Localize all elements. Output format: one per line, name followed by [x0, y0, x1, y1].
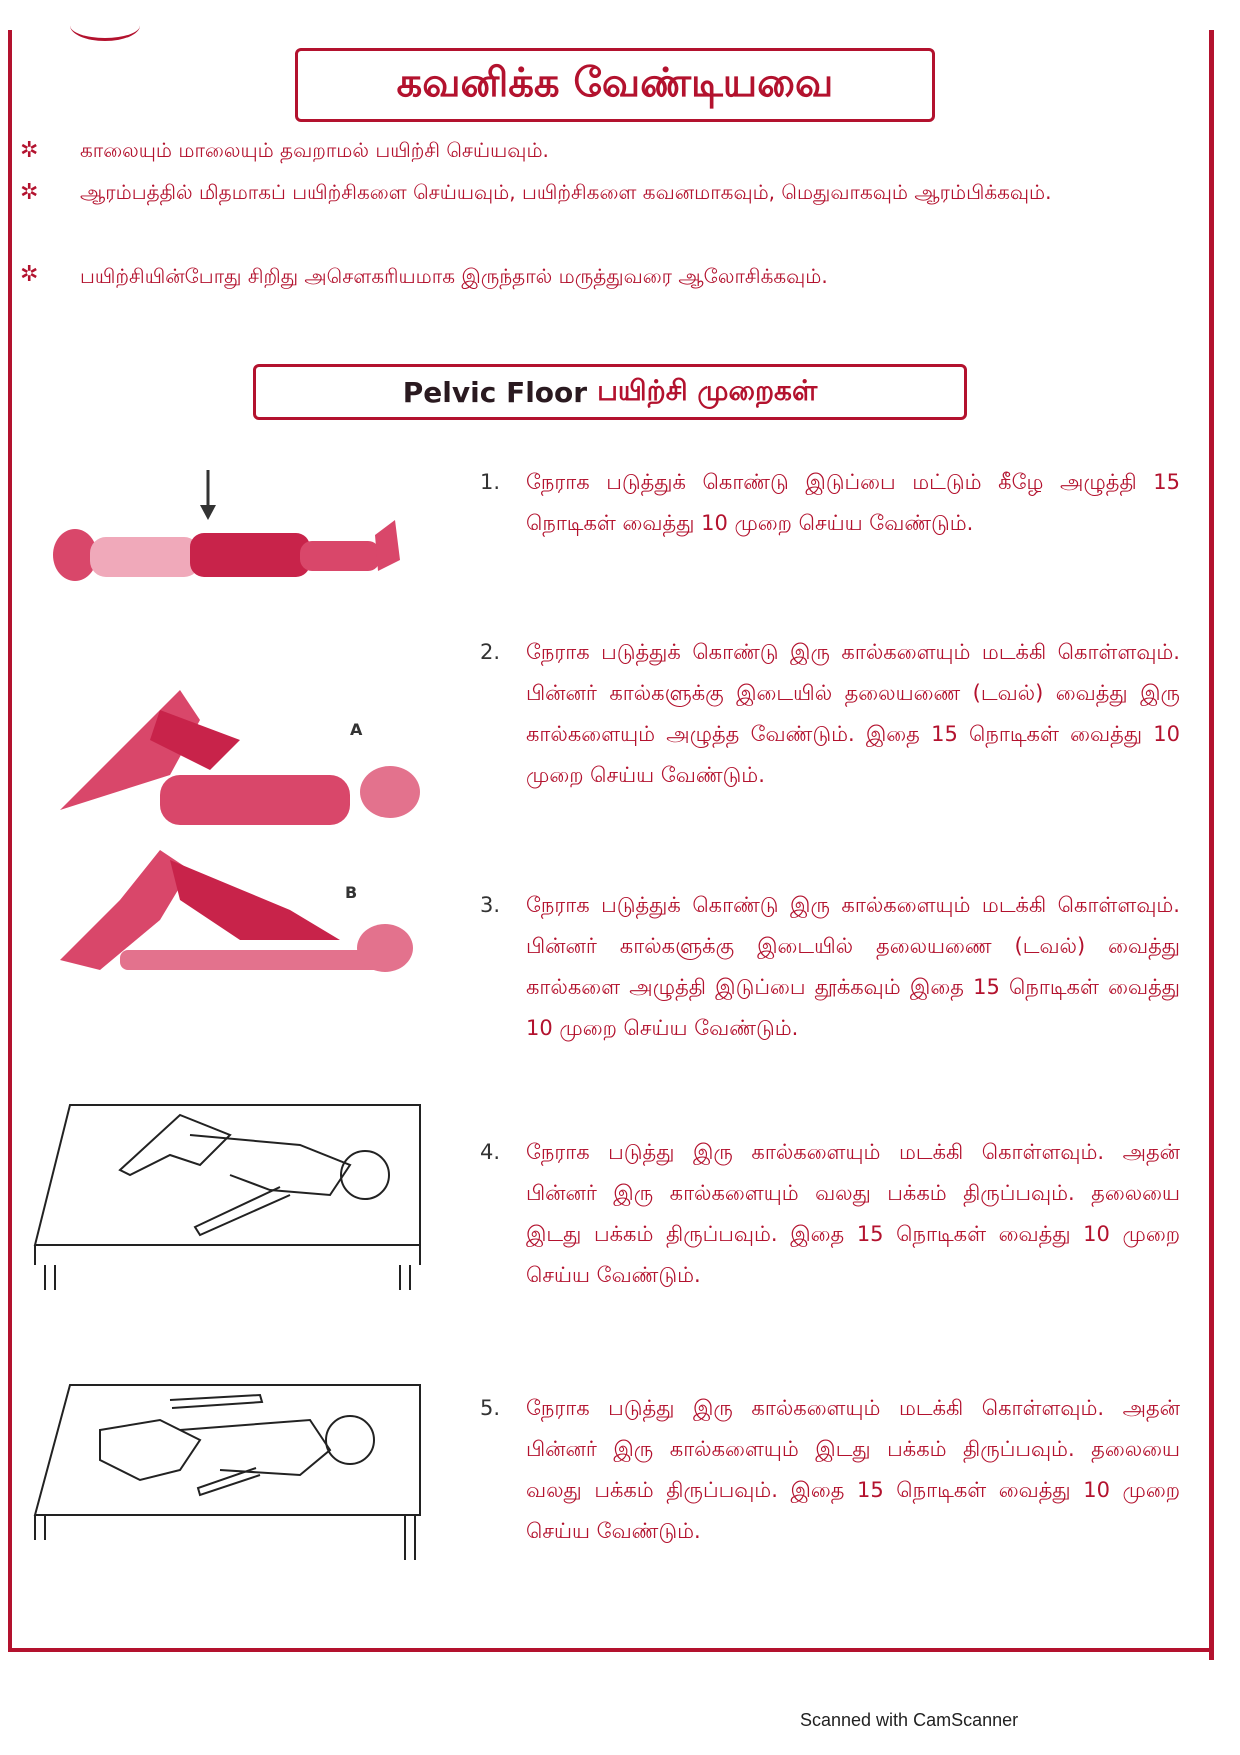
right-border-rule: [1209, 30, 1214, 1660]
scanner-watermark: Scanned with CamScanner: [800, 1710, 1019, 1730]
exercise-step-1: [480, 462, 1180, 544]
exercise-4-figure: [30, 1095, 440, 1295]
bullet-icon: ✲: [20, 262, 39, 287]
notes-title: கவனிக்க வேண்டியவை: [396, 59, 834, 106]
bullet-icon: ✲: [20, 138, 39, 163]
step-text: நேராக படுத்துக் கொண்டு இரு கால்களையும் மடக்கி கொள்ளவும். பின்னர் கால்களுக்கு இடையில் தலையணை (டவல்) வைத்து இரு கால்களையும் அழுத்த வேண்டும். இதை 15 நொடிகள் வைத்து 10 முறை செய்ய வேண்டும்.: [526, 640, 1180, 787]
section-title-en: Pelvic Floor: [402, 375, 588, 409]
bullet-icon: ✲: [20, 180, 39, 205]
note-item: ஆரம்பத்தில் மிதமாகப் பயிற்சிகளை செய்யவும், பயிற்சிகளை கவனமாகவும், மெதுவாகவும் ஆரம்பிக்கவும்.: [80, 180, 1052, 204]
exercise-step-5: [480, 1388, 1180, 1552]
note-item: காலையும் மாலையும் தவறாமல் பயிற்சி செய்யவும்.: [80, 138, 549, 162]
step-number: 3.: [480, 893, 501, 917]
exercise-1-figure: [50, 465, 410, 595]
section-title-ta: பயிற்சி முறைகள்: [597, 373, 818, 407]
exercise-5-figure: [30, 1380, 440, 1580]
exercise-3-figure-b: [40, 840, 420, 980]
bottom-border-rule: [8, 1648, 1214, 1652]
exercise-2-figure-a: [40, 680, 420, 840]
section-title-box: [253, 364, 967, 420]
exercise-step-4: [480, 1132, 1180, 1296]
step-text: நேராக படுத்துக் கொண்டு இரு கால்களையும் மடக்கி கொள்ளவும். பின்னர் கால்களுக்கு இடையில் தலையணை (டவல்) வைத்து கால்களை அழுத்தி இடுப்பை தூக்கவும் இதை 15 நொடிகள் வைத்து 10 முறை செய்ய வேண்டும்.: [526, 893, 1180, 1040]
step-text: நேராக படுத்துக் கொண்டு இடுப்பை மட்டும் கீழே அழுத்தி 15 நொடிகள் வைத்து 10 முறை செய்ய வேண்டும்.: [526, 470, 1180, 535]
step-number: 1.: [480, 470, 501, 494]
figure-label-b: B: [345, 883, 358, 902]
step-text: நேராக படுத்து இரு கால்களையும் மடக்கி கொள்ளவும். அதன் பின்னர் இரு கால்களையும் இடது பக்கம் திருப்பவும். தலையை வலது பக்கம் திருப்பவும். இதை 15 நொடிகள் வைத்து 10 முறை செய்ய வேண்டும்.: [526, 1396, 1180, 1543]
header-emblem-arc: [70, 10, 140, 41]
notes-title-box: [295, 48, 935, 122]
step-number: 2.: [480, 640, 501, 664]
step-text: நேராக படுத்து இரு கால்களையும் மடக்கி கொள்ளவும். அதன் பின்னர் இரு கால்களையும் வலது பக்கம் திருப்பவும். தலையை இடது பக்கம் திருப்பவும். இதை 15 நொடிகள் வைத்து 10 முறை செய்ய வேண்டும்.: [526, 1140, 1180, 1287]
note-item: பயிற்சியின்போது சிறிது அசௌகரியமாக இருந்தால் மருத்துவரை ஆலோசிக்கவும்.: [80, 264, 828, 288]
exercise-step-3: [480, 885, 1180, 1049]
figure-label-a: A: [350, 720, 363, 739]
left-border-rule: [8, 30, 12, 1650]
exercise-step-2: [480, 632, 1180, 796]
step-number: 5.: [480, 1396, 501, 1420]
step-number: 4.: [480, 1140, 501, 1164]
